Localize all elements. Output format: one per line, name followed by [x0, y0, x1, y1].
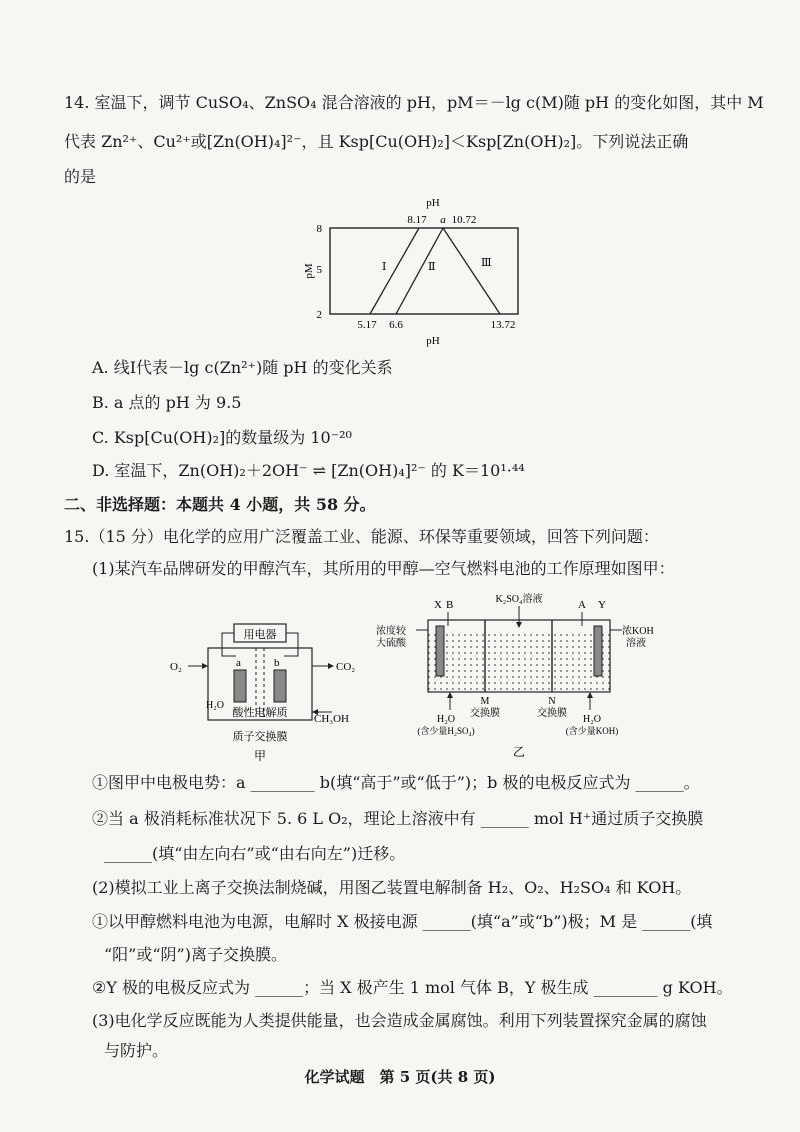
device-label: 用电器 — [243, 629, 277, 641]
electrode-a — [234, 670, 246, 702]
inlet-o2: O₂ — [170, 661, 182, 673]
q15-1-1: ①图甲中电极电势：a ________ b(填“高于”或“低于”)；b 极的电极反应式为 ______。 — [92, 773, 700, 792]
section-2-heading: 二、非选择题：本题共 4 小题，共 58 分。 — [64, 495, 376, 514]
q14-stem-line2: 代表 Zn²⁺、Cu²⁺或[Zn(OH)₄]²⁻，且 Ksp[Cu(OH)₂]＜Ksp[Zn(OH)₂]。下列说法正确 — [64, 132, 689, 151]
membrane-n-label: N — [548, 696, 556, 707]
q15-part3-line1: (3)电化学反应既能为人类提供能量，也会造成金属腐蚀。利用下列装置探究金属的腐蚀 — [92, 1011, 707, 1030]
inlet-right-h2o-note: (含少量KOH) — [565, 726, 619, 736]
q15-part1-intro: (1)某汽车品牌研发的甲醇汽车，其所用的甲醇—空气燃料电池的工作原理如图甲： — [92, 559, 675, 578]
label-b: B — [446, 599, 454, 611]
q15-part3-line2: 与防护。 — [104, 1041, 169, 1060]
page-footer: 化学试题 第 5 页(共 8 页) — [304, 1068, 496, 1086]
q14-option-d: D. 室温下，Zn(OH)₂＋2OH⁻ ⇌ [Zn(OH)₄]²⁻ 的 K＝10¹·⁴⁴ — [92, 461, 525, 480]
q14-option-b: B. a 点的 pH 为 9.5 — [92, 393, 242, 412]
inlet-ch3oh: CH₃OH — [314, 713, 350, 725]
caption-jia: 甲 — [253, 749, 267, 763]
electrode-y — [594, 626, 602, 676]
top-tick-8-17: 8.17 — [407, 214, 427, 226]
bottom-tick-5-17: 5.17 — [357, 319, 377, 331]
curve-label-II: Ⅱ — [428, 261, 436, 273]
inlet-k2so4: K₂SO₄溶液 — [495, 594, 543, 605]
bottom-tick-13-72: 13.72 — [490, 319, 516, 331]
curve-label-I: Ⅰ — [382, 261, 387, 273]
arrowhead-k2so4 — [516, 622, 522, 628]
bottom-axis-label: pH — [426, 335, 440, 347]
inlet-left-h2o: H₂O — [437, 714, 455, 725]
electrode-a-label: a — [236, 657, 241, 669]
figure-jia-fuel-cell — [164, 618, 364, 766]
y-tick-8: 8 — [316, 223, 322, 235]
caption-yi: 乙 — [512, 745, 526, 759]
bottom-tick-6-6: 6.6 — [389, 319, 403, 331]
arrowhead-o2 — [202, 663, 208, 669]
label-y: Y — [598, 599, 606, 611]
q15-header: 15.（15 分）电化学的应用广泛覆盖工业、能源、环保等重要领域，回答下列问题： — [64, 527, 659, 546]
outlet-acid-1: 浓度较 — [376, 626, 406, 637]
outlet-co2: CO₂ — [336, 661, 356, 673]
inlet-right-h2o: H₂O — [583, 714, 601, 725]
arrowhead-right-in — [587, 692, 593, 698]
figure-yi-electrolysis — [372, 590, 682, 762]
curve-III — [443, 228, 500, 314]
outlet-h2o: H₂O — [206, 700, 224, 711]
plot-frame — [330, 228, 518, 314]
q15-2-2: ②Y 极的电极反应式为 ______；当 X 极产生 1 mol 气体 B，Y 极生成 ________ g KOH。 — [92, 978, 733, 997]
membrane-m-label-2: 交换膜 — [470, 708, 500, 719]
label-x: X — [434, 599, 442, 611]
curve-label-III: Ⅲ — [481, 257, 492, 269]
y-tick-5: 5 — [316, 264, 322, 276]
electrode-x — [436, 626, 444, 676]
q15-part2-intro: (2)模拟工业上离子交换法制烧碱，用图乙装置电解制备 H₂、O₂、H₂SO₄ 和 KOH。 — [92, 878, 692, 897]
label-a: A — [578, 599, 586, 611]
electrode-b-label: b — [274, 657, 280, 669]
electrode-b — [274, 670, 286, 702]
y-tick-2: 2 — [316, 309, 322, 321]
cell-liquid — [428, 634, 610, 692]
q15-1-2-line2: ______(填“由左向右”或“由右向左”)迁移。 — [104, 844, 406, 863]
top-tick-10-72: 10.72 — [451, 214, 477, 226]
electrolyte-label: 酸性电解质 — [232, 707, 288, 719]
membrane-n-label-2: 交换膜 — [537, 708, 567, 719]
curve-II — [396, 228, 443, 314]
outlet-koh-1: 浓KOH — [622, 626, 654, 637]
arrowhead-left-in — [447, 692, 453, 698]
inlet-left-h2o-note: (含少量H₂SO₄) — [417, 726, 475, 736]
q15-2-1-line1: ①以甲醇燃料电池为电源，电解时 X 极接电源 ______(填“a”或“b”)极；M 是 ______(填 — [92, 912, 713, 931]
top-tick-a: a — [440, 214, 446, 226]
q14-stem-line3: 的是 — [64, 167, 97, 186]
pm-ph-figure — [300, 192, 540, 352]
q14-stem-line1: 14. 室温下，调节 CuSO₄、ZnSO₄ 混合溶液的 pH，pM＝－lg c(M)随 pH 的变化如图，其中 M — [64, 93, 764, 112]
outlet-koh-2: 溶液 — [626, 638, 646, 649]
q15-2-1-line2: “阳”或“阴”)离子交换膜。 — [104, 945, 287, 964]
curve-I — [370, 228, 419, 314]
top-axis-label: pH — [426, 197, 440, 209]
y-axis-label: pM — [303, 263, 315, 279]
arrowhead-co2 — [328, 663, 334, 669]
membrane-label: 质子交换膜 — [232, 731, 288, 743]
q14-option-c: C. Ksp[Cu(OH)₂]的数量级为 10⁻²⁰ — [92, 428, 352, 447]
outlet-acid-2: 大硫酸 — [376, 638, 406, 649]
q15-1-2-line1: ②当 a 极消耗标准状况下 5. 6 L O₂，理论上溶液中有 ______ mol H⁺通过质子交换膜 — [92, 809, 704, 828]
membrane-m-label: M — [480, 696, 490, 707]
q14-option-a: A. 线Ⅰ代表－lg c(Zn²⁺)随 pH 的变化关系 — [92, 358, 393, 377]
